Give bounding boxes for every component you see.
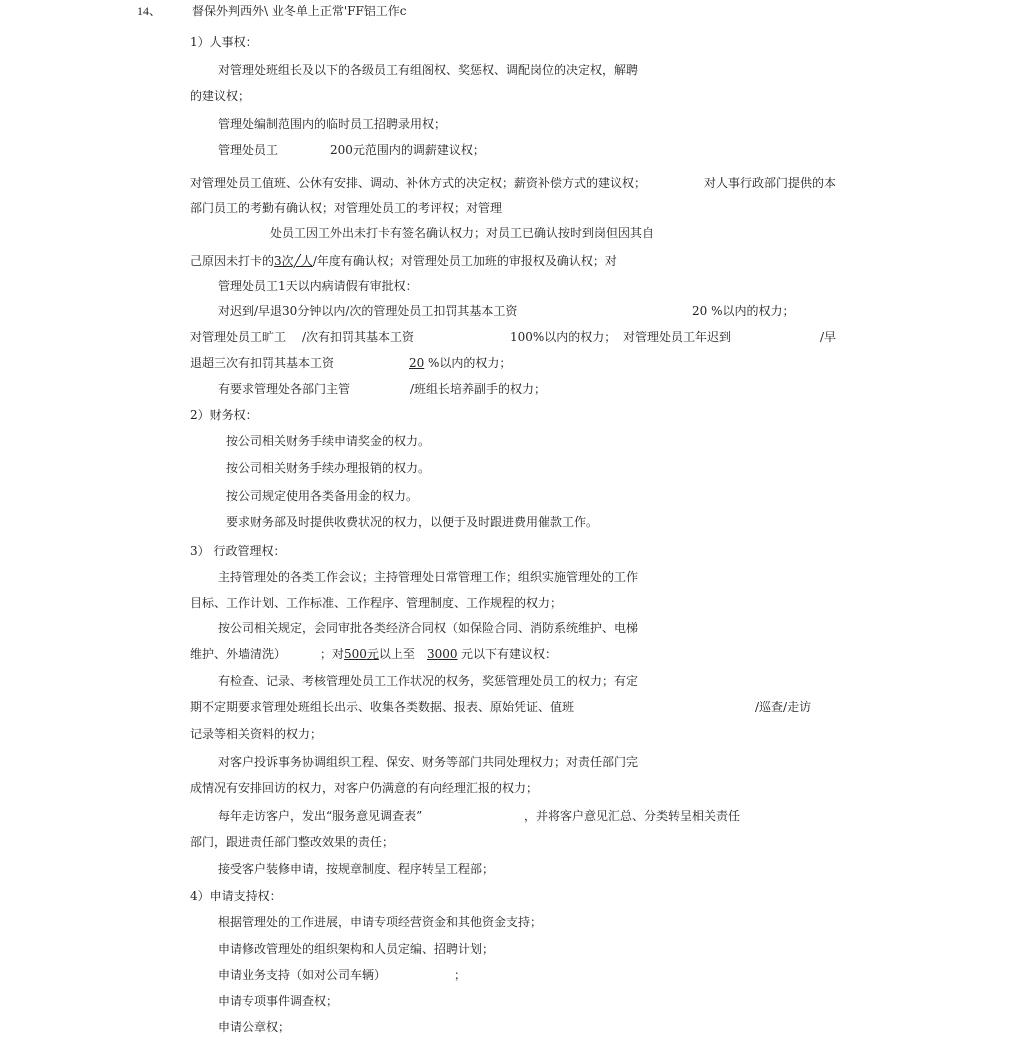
section-4-title: 4）申请支持权： xyxy=(190,889,282,903)
s1-line-9a: 对迟到/早退30分钟以内/次的管理处员工扣罚其基本工资 xyxy=(218,304,518,318)
s1-line-11a: 退超三次有扣罚其基本工资 xyxy=(190,356,335,370)
s2-line-3: 按公司规定使用各类备用金的权力。 xyxy=(226,489,419,503)
s4-line-5: 申请公章权； xyxy=(218,1020,291,1034)
s3-line-4b: 成情况有安排回访的权力，对客户仍满意的有向经理汇报的权力； xyxy=(190,781,539,795)
s1-line-10c: 100%以内的权力； xyxy=(510,330,617,344)
s3-line-3d: 记录等相关资料的权力； xyxy=(190,727,323,741)
s3-line-2a: 按公司相关规定，会同审批各类经济合同权（如保险合同、消防系统维护、电梯 xyxy=(218,621,639,635)
section-3-title: 3） 行政管理权： xyxy=(190,544,286,558)
s2-line-4: 要求财务部及时提供收费状况的权力，以便于及时跟进费用催款工作。 xyxy=(226,515,599,529)
item-number: 14、 xyxy=(137,4,162,18)
s1-line-11b: 20 xyxy=(409,356,425,370)
s3-amount-3000: 3000 xyxy=(427,647,458,661)
s1-line-10e: /早 xyxy=(820,330,837,344)
section-1-title: 1）人事权： xyxy=(190,35,258,49)
s3-line-2c-text: ；对 xyxy=(320,647,345,661)
s3-line-1b: 目标、工作计划、工作标准、工作程序、管理制度、工作规程的权力； xyxy=(190,596,563,610)
s1-line-7 xyxy=(190,253,617,269)
s2-line-2: 按公司相关财务手续办理报销的权力。 xyxy=(226,461,431,475)
s4-line-3b: ； xyxy=(454,968,467,982)
s1-line-12a: 有要求管理处各部门主管 xyxy=(218,382,351,396)
s3-line-5c: 部门，跟进责任部门整改效果的责任； xyxy=(190,835,395,849)
s1-line-12b: /班组长培养副手的权力； xyxy=(410,382,547,396)
s1-line-5: 部门员工的考勤有确认权；对管理处员工的考评权；对管理 xyxy=(190,201,503,215)
s4-line-3a: 申请业务支持（如对公司车辆） xyxy=(218,968,387,982)
s3-line-2g: 元以下有建议权： xyxy=(461,647,558,661)
s3-line-3c: /巡查/走访 xyxy=(755,700,812,714)
s1-line-9b: 20 %以内的权力； xyxy=(692,304,795,318)
s1-line-10a: 对管理处员工旷工 xyxy=(190,330,287,344)
s1-line-2: 管理处编制范围内的临时员工招聘录用权； xyxy=(218,117,447,131)
s1-line-3a: 管理处员工 xyxy=(218,143,279,157)
s3-line-5b: ，并将客户意见汇总、分类转呈相关责任 xyxy=(524,809,741,823)
s1-line-4a: 对管理处员工值班、公休有安排、调动、补休方式的决定权；薪资补偿方式的建议权； xyxy=(190,176,647,190)
s3-line-3a: 有检查、记录、考核管理处员工工作状况的权务，奖惩管理处员工的权力；有定 xyxy=(218,674,639,688)
s1-line-7c: /年度有确认权；对管理处员工加班的审报权及确认权；对 xyxy=(312,254,617,268)
s3-line-2c xyxy=(320,646,415,662)
s3-line-2b: 维护、外墙清洗） xyxy=(190,647,287,661)
s3-line-4a: 对客户投诉事务协调组织工程、保安、财务等部门共同处理权力；对责任部门完 xyxy=(218,755,639,769)
s1-line-7a: 己原因未打卡的 xyxy=(190,254,275,268)
section-2-title: 2）财务权： xyxy=(190,408,258,422)
s4-line-1: 根据管理处的工作进展，申请专项经营资金和其他资金支持； xyxy=(218,915,543,929)
s1-line-4b: 对人事行政部门提供的本 xyxy=(704,176,837,190)
section-heading: 督保外判西外\ 业冬单上正常'FF铝工作c xyxy=(192,4,407,18)
s4-line-4: 申请专项事件调查权； xyxy=(218,994,339,1008)
s1-line-1b: 的建议权； xyxy=(190,89,251,103)
s3-line-5a: 每年走访客户，发出“服务意见调查表” xyxy=(218,809,423,823)
s3-line-6: 接受客户装修申请，按规章制度、程序转呈工程部； xyxy=(218,862,495,876)
s1-line-10d: 对管理处员工年迟到 xyxy=(623,330,732,344)
s3-line-2e: 以上至 xyxy=(378,647,415,661)
s3-amount-500: 500元 xyxy=(344,647,379,661)
s1-line-3b: 200元范围内的调薪建议权； xyxy=(330,143,485,157)
s2-line-1: 按公司相关财务手续申请奖金的权力。 xyxy=(226,434,431,448)
s3-line-1a: 主持管理处的各类工作会议；主持管理处日常管理工作；组织实施管理处的工作 xyxy=(218,570,639,584)
s3-line-3b: 期不定期要求管理处班组长出示、收集各类数据、报表、原始凭证、值班 xyxy=(190,700,575,714)
s1-line-11c: %以内的权力； xyxy=(428,356,512,370)
s1-line-7b: 3次╱人 xyxy=(274,254,313,268)
s1-line-10b: /次有扣罚其基本工资 xyxy=(302,330,415,344)
s1-line-8: 管理处员工1天以内病请假有审批权： xyxy=(218,279,418,293)
s4-line-2: 申请修改管理处的组织架构和人员定编、招聘计划； xyxy=(218,942,495,956)
s1-line-6: 处员工因工外出未打卡有签名确认权力；对员工已确认按时到岗但因其自 xyxy=(270,226,655,240)
s1-line-1a: 对管理处班组长及以下的各级员工有组阁权、奖惩权、调配岗位的决定权，解聘 xyxy=(218,63,639,77)
